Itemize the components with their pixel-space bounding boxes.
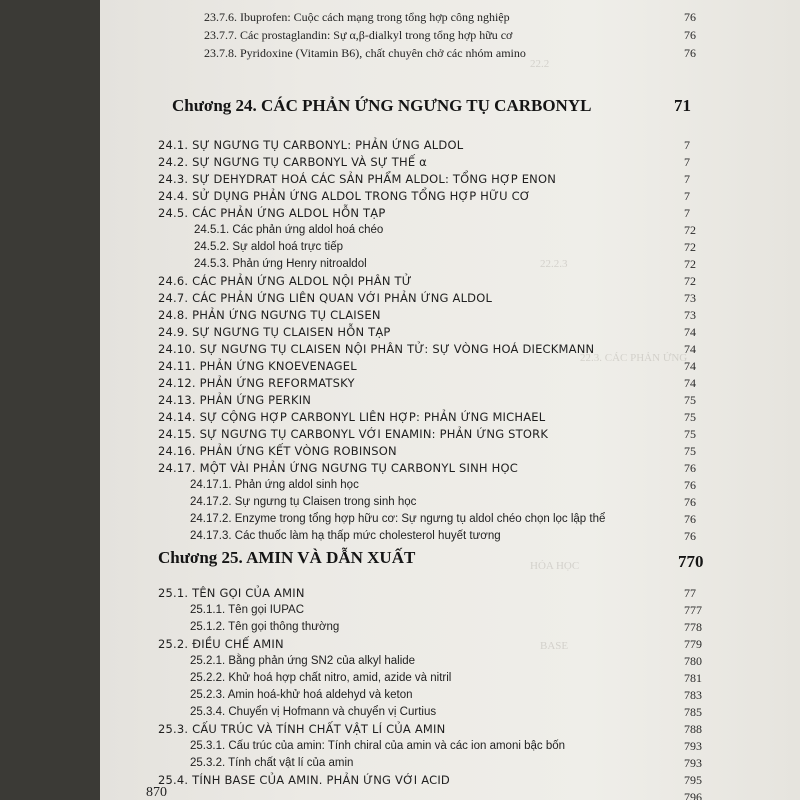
bleed-through-text: 22.2.3: [540, 258, 568, 270]
toc-page-number: 74: [684, 342, 696, 356]
toc-subsection-entry: 25.1.2. Tên gọi thông thường: [190, 621, 340, 633]
toc-page-number: 75: [684, 393, 696, 407]
toc-page-number: 77: [684, 586, 696, 600]
toc-page-number: 777: [684, 603, 702, 617]
toc-subsection-entry: 25.1.1. Tên gọi IUPAC: [190, 604, 305, 616]
toc-section-entry: 24.8. PHẢN ỨNG NGƯNG TỤ CLAISEN: [158, 308, 381, 322]
toc-page-number: 76: [684, 461, 696, 475]
bleed-through-text: 22.2: [530, 58, 550, 70]
toc-section-entry: 24.10. SỰ NGƯNG TỤ CLAISEN NỘI PHÂN TỬ: SỰ VÒNG HOÁ DIECKMANN: [158, 342, 595, 356]
bleed-through-text: BASE: [540, 640, 569, 652]
toc-page-number: 781: [684, 671, 702, 685]
toc-section-entry: 24.16. PHẢN ỨNG KẾT VÒNG ROBINSON: [158, 444, 397, 458]
toc-page-number: 76: [684, 512, 696, 526]
toc-page-number: 75: [684, 427, 696, 441]
toc-page-number: 73: [684, 308, 696, 322]
toc-page-number: 7: [684, 155, 690, 169]
toc-page-number: 793: [684, 756, 702, 770]
toc-subsection-entry: 24.5.1. Các phản ứng aldol hoá chéo: [194, 224, 384, 236]
toc-section-entry: 24.13. PHẢN ỨNG PERKIN: [158, 393, 312, 407]
toc-section-entry: 24.4. SỬ DỤNG PHẢN ỨNG ALDOL TRONG TỔNG HỢP HỮU CƠ: [158, 189, 531, 203]
toc-page-number: 788: [684, 722, 702, 736]
toc-entry: 23.7.6. Ibuprofen: Cuộc cách mạng trong tổng hợp công nghiệp: [204, 10, 510, 24]
toc-page-number: 74: [684, 325, 696, 339]
chapter-24-title: Chương 24. CÁC PHẢN ỨNG NGƯNG TỤ CARBONYL: [172, 96, 592, 115]
toc-page-number: 778: [684, 620, 702, 634]
toc-section-entry: 25.1. TÊN GỌI CỦA AMIN: [158, 586, 305, 600]
toc-section-entry: 25.3. CẤU TRÚC VÀ TÍNH CHẤT VẬT LÍ CỦA AMIN: [158, 722, 446, 736]
toc-page-number: 75: [684, 444, 696, 458]
chapter-25-title: Chương 25. AMIN VÀ DẪN XUẤT: [158, 548, 416, 567]
toc-section-entry: 24.3. SỰ DEHYDRAT HOÁ CÁC SẢN PHẨM ALDOL: TỔNG HỢP ENON: [158, 172, 557, 186]
page-footer-number: 870: [146, 785, 167, 800]
toc-section-entry: 24.17. MỘT VÀI PHẢN ỨNG NGƯNG TỤ CARBONYL SINH HỌC: [158, 461, 518, 475]
toc-section-entry: 24.9. SỰ NGƯNG TỤ CLAISEN HỖN TẠP: [158, 325, 391, 339]
toc-subsection-entry: 25.2.3. Amin hoá-khử hoá aldehyd và keton: [190, 689, 413, 701]
toc-section-entry: 24.14. SỰ CỘNG HỢP CARBONYL LIÊN HỢP: PHẢN ỨNG MICHAEL: [158, 410, 546, 424]
toc-page-number: 72: [684, 240, 696, 254]
toc-page-number: 74: [684, 376, 696, 390]
toc-page-number: 793: [684, 739, 702, 753]
toc-subsection-entry: 24.5.3. Phản ứng Henry nitroaldol: [194, 258, 367, 270]
chapter-25-page: 770: [678, 552, 704, 571]
toc-subsection-entry: 25.2.1. Bằng phản ứng SN2 của alkyl halide: [190, 655, 416, 667]
toc-subsection-entry: 24.5.2. Sự aldol hoá trực tiếp: [194, 241, 344, 253]
toc-page-number: 76: [684, 10, 696, 24]
toc-page-number: 74: [684, 359, 696, 373]
toc-page-number: 76: [684, 28, 696, 42]
bleed-through-text: HÓA HỌC: [530, 560, 580, 572]
toc-page-number: 72: [684, 274, 696, 288]
toc-section-entry: 24.7. CÁC PHẢN ỨNG LIÊN QUAN VỚI PHẢN ỨNG ALDOL: [158, 291, 493, 305]
toc-page-number: 795: [684, 773, 702, 787]
toc-page-number: 785: [684, 705, 702, 719]
toc-subsection-entry: 25.3.4. Chuyển vị Hofmann và chuyển vị Curtius: [190, 706, 437, 718]
chapter-24-page: 71: [674, 96, 691, 115]
toc-section-entry: 24.15. SỰ NGƯNG TỤ CARBONYL VỚI ENAMIN: PHẢN ỨNG STORK: [158, 427, 549, 441]
toc-page-number: 73: [684, 291, 696, 305]
toc-section-entry: 24.2. SỰ NGƯNG TỤ CARBONYL VÀ SỰ THẾ α: [158, 155, 427, 169]
bleed-through-text: 22.3. CÁC PHẢN ỨNG: [580, 352, 688, 364]
toc-page-number: 76: [684, 46, 696, 60]
toc-page-number: 76: [684, 478, 696, 492]
toc-page-number: 7: [684, 189, 690, 203]
book-page: [100, 0, 800, 800]
toc-page-number: 7: [684, 172, 690, 186]
toc-section-entry: 24.11. PHẢN ỨNG KNOEVENAGEL: [158, 359, 357, 373]
toc-page-number: 7: [684, 138, 690, 152]
toc-entry: 23.7.8. Pyridoxine (Vitamin B6), chất chuyên chở các nhóm amino: [204, 46, 526, 60]
toc-page-number: 796: [684, 790, 702, 800]
toc-subsection-entry: 25.2.2. Khử hoá hợp chất nitro, amid, azide và nitril: [190, 672, 452, 684]
toc-page-number: 72: [684, 223, 696, 237]
toc-entry: 23.7.7. Các prostaglandin: Sự α,β-dialkyl trong tổng hợp hữu cơ: [204, 28, 513, 42]
toc-subsection-entry: 25.3.1. Cấu trúc của amin: Tính chiral của amin và các ion amoni bậc bốn: [190, 740, 566, 752]
toc-page-number: 76: [684, 529, 696, 543]
toc-subsection-entry: 24.17.1. Phản ứng aldol sinh học: [190, 479, 359, 491]
toc-section-entry: 25.4. TÍNH BASE CỦA AMIN. PHẢN ỨNG VỚI ACID: [158, 773, 450, 787]
toc-section-entry: 24.5. CÁC PHẢN ỨNG ALDOL HỖN TẠP: [158, 206, 386, 220]
toc-section-entry: 24.12. PHẢN ỨNG REFORMATSKY: [158, 376, 355, 390]
toc-subsection-entry: 25.3.2. Tính chất vật lí của amin: [190, 757, 354, 769]
toc-subsection-entry: 24.17.2. Enzyme trong tổng hợp hữu cơ: Sự ngưng tụ aldol chéo chọn lọc lập thể: [190, 513, 606, 525]
toc-page-number: 72: [684, 257, 696, 271]
toc-page-number: 783: [684, 688, 702, 702]
toc-subsection-entry: 24.17.3. Các thuốc làm hạ thấp mức cholesterol huyết tương: [190, 530, 501, 542]
toc-subsection-entry: 24.17.2. Sự ngưng tụ Claisen trong sinh học: [190, 496, 417, 508]
toc-page-number: 7: [684, 206, 690, 220]
toc-page-number: 779: [684, 637, 702, 651]
toc-section-entry: 25.2. ĐIỀU CHẾ AMIN: [158, 637, 284, 651]
toc-page-number: 75: [684, 410, 696, 424]
toc-section-entry: 24.1. SỰ NGƯNG TỤ CARBONYL: PHẢN ỨNG ALDOL: [158, 138, 464, 152]
toc-page-number: 76: [684, 495, 696, 509]
toc-section-entry: 24.6. CÁC PHẢN ỨNG ALDOL NỘI PHÂN TỬ: [158, 274, 412, 288]
toc-page-number: 780: [684, 654, 702, 668]
